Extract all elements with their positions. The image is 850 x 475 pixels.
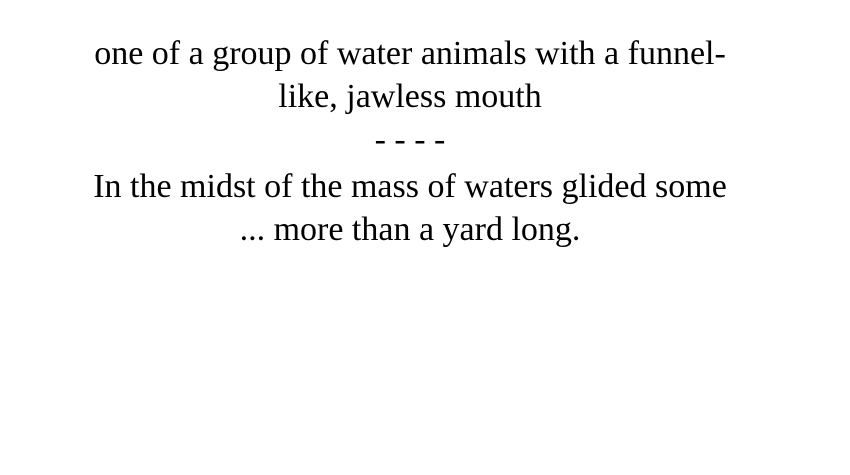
definition-text: one of a group of water animals with a funnel- like, jawless mouth [94, 35, 726, 115]
separator: - - - - [374, 121, 446, 158]
example-sentence: In the midst of the mass of waters glided some ... more than a yard long. [93, 168, 727, 248]
